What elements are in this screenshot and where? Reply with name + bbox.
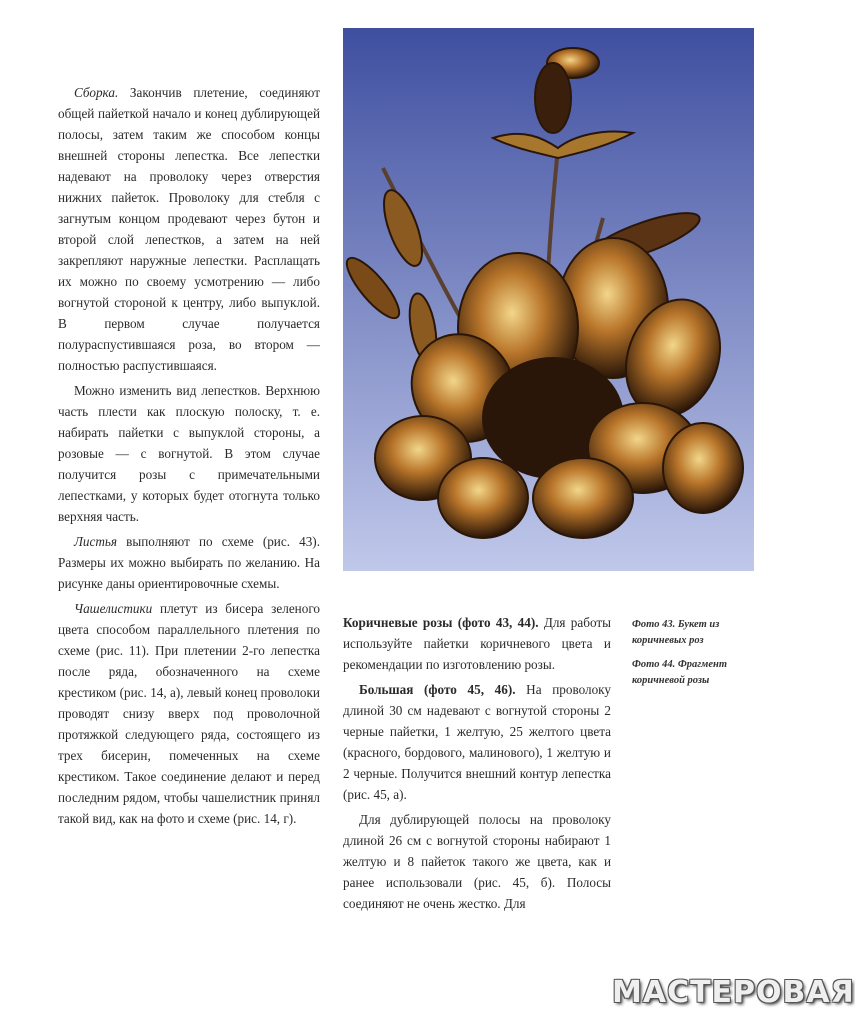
left-paragraph-leaves (58, 531, 320, 594)
middle-text-column (343, 612, 611, 918)
sepals-text: плетут из бисера зеленого цвета способом параллельного плетения по схеме (рис. 11). При плетении 2-го лепестка после ряда, обозначенного на схеме крестиком (рис. 14, а), левый конец проволоки проводят снизу вверх под проволочной протяжкой следующего ряда, состоящего из трех бисерин, помеченных на схеме крестиком. Такое соединение делают и перед последним рядом, чтобы чашелистник принял такой вид, как на фото и схеме (рис. 14, г). (58, 601, 320, 826)
left-paragraph-sepals (58, 598, 320, 829)
left-paragraph-assembly (58, 82, 320, 376)
caption-photo-44: Фото 44. Фрагмент коричневой розы (632, 659, 727, 686)
leaves-text: выполняют по схеме (рис. 43). Размеры их можно выбирать по желанию. На рисунке даны ориентировочные схемы. (58, 534, 320, 591)
large-rose-lead: Большая (фото 45, 46). (359, 682, 516, 697)
brown-roses-lead: Коричневые розы (фото 43, 44). (343, 615, 539, 630)
left-paragraph-petal-variation (58, 380, 320, 527)
brown-roses-text: Для работы используйте пайетки коричневого цвета и рекомендации по изготовлению розы. (343, 615, 612, 672)
left-text-column (58, 82, 320, 833)
leaves-lead: Листья (74, 534, 118, 549)
assembly-lead: Сборка. (74, 85, 119, 100)
sepals-lead: Чашелистики (74, 601, 153, 616)
photo-captions (632, 617, 762, 697)
site-watermark-logo: МАСТЕРОВАЯ (612, 975, 855, 1010)
duplicating-strip-text: Для дублирующей полосы на проволоку длиной 26 см с вогнутой стороны набирают 1 желтую и 8 пайеток такого же цвета, как и ранее использовали (рис. 45, б). Полосы соединяют не очень жестко. Для (343, 812, 611, 911)
petal-variation-text: Можно изменить вид лепестков. Верхнюю часть плести как плоскую полоску, т. е. набирать пайетки с выпуклой стороны, а розовые — с вогнутой. В этом случае получится розы с примечательными лепестками, у которых будет отогнута только верхняя часть. (58, 383, 320, 524)
caption-photo-43: Фото 43. Букет из коричневых роз (632, 619, 720, 646)
rose-photo (343, 28, 754, 571)
rose-photo-image (343, 28, 754, 571)
mid-paragraph-brown-roses (343, 612, 611, 675)
mid-paragraph-large (343, 679, 611, 805)
assembly-text: Закончив плетение, соединяют общей пайеткой начало и конец дублирующей полосы, затем таким же способом концы внешней стороны лепестка. Все лепестки надевают на проволоку через отверстия нижних пайеток. Проволоку для стебля с загнутым концом продевают через бутон и второй слой лепестков, а затем на ней закрепляют наружные лепестки. Расплащать их можно по своему усмотрению — либо вогнутой стороной к центру, либо выпуклой. В первом случае получается полураспустившаяся роза, во втором — полностью распустившаяся. (58, 85, 320, 373)
large-rose-text: На проволоку длиной 30 см надевают с вогнутой стороны 2 черные пайетки, 1 желтую, 25 желтого цвета (красного, бордового, малинового), 1 желтую и 2 черные. Получится внешний контур лепестка (рис. 45, а). (343, 682, 611, 802)
mid-paragraph-duplicating-strip (343, 809, 611, 914)
